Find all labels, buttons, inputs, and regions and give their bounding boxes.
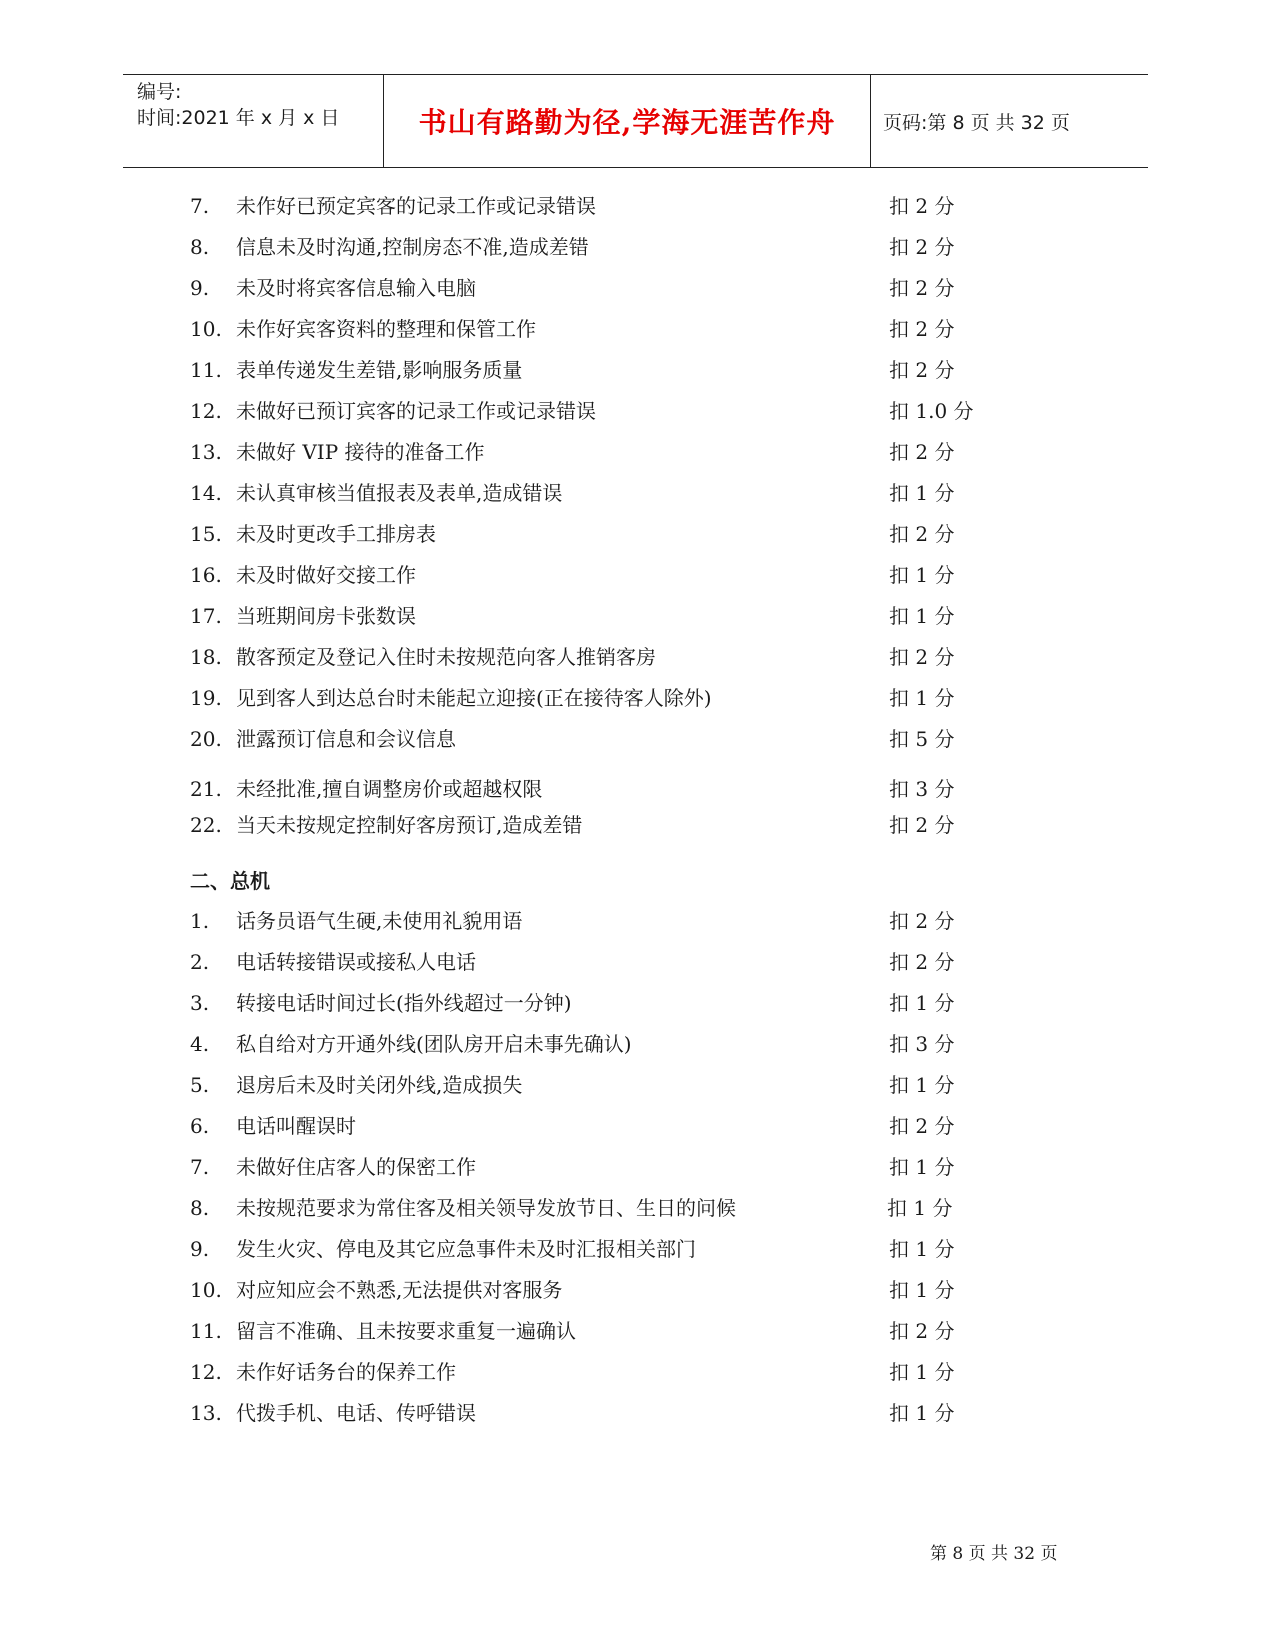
list-item — [0, 436, 1275, 468]
item-text: 代拨手机、电话、传呼错误 — [236, 1401, 476, 1425]
list-item — [0, 395, 1275, 427]
item-number: 4. — [190, 1032, 210, 1056]
list-item — [0, 1110, 1275, 1142]
item-text: 未作好宾客资料的整理和保管工作 — [236, 317, 536, 341]
list-item — [0, 190, 1275, 222]
item-deduction: 扣 2 分 — [889, 1319, 955, 1343]
item-number: 12. — [190, 399, 222, 423]
list-item — [0, 987, 1275, 1019]
item-deduction: 扣 2 分 — [889, 317, 955, 341]
item-deduction: 扣 1 分 — [889, 686, 955, 710]
list-item — [0, 1151, 1275, 1183]
item-deduction: 扣 2 分 — [889, 909, 955, 933]
list-item — [0, 354, 1275, 386]
item-text: 表单传递发生差错,影响服务质量 — [236, 358, 523, 382]
item-text: 电话转接错误或接私人电话 — [236, 950, 476, 974]
item-deduction: 扣 2 分 — [889, 813, 955, 837]
item-number: 1. — [190, 909, 210, 933]
item-deduction: 扣 3 分 — [889, 1032, 955, 1056]
item-deduction: 扣 2 分 — [889, 276, 955, 300]
item-number: 14. — [190, 481, 222, 505]
item-text: 未认真审核当值报表及表单,造成错误 — [236, 481, 563, 505]
page-footer: 第 8 页 共 32 页 — [930, 1544, 1058, 1564]
item-text: 私自给对方开通外线(团队房开启未事先确认) — [236, 1032, 632, 1056]
item-number: 3. — [190, 991, 210, 1015]
item-number: 22. — [190, 813, 222, 837]
item-deduction: 扣 1 分 — [889, 1237, 955, 1261]
item-text: 未及时更改手工排房表 — [236, 522, 436, 546]
item-text: 留言不准确、且未按要求重复一遍确认 — [236, 1319, 576, 1343]
item-deduction: 扣 1 分 — [889, 991, 955, 1015]
item-number: 13. — [190, 440, 222, 464]
item-text: 发生火灾、停电及其它应急事件未及时汇报相关部门 — [236, 1237, 696, 1261]
item-number: 8. — [190, 235, 210, 259]
item-text: 未按规范要求为常住客及相关领导发放节日、生日的问候 — [236, 1196, 736, 1220]
item-deduction: 扣 2 分 — [889, 1114, 955, 1138]
item-number: 12. — [190, 1360, 222, 1384]
item-deduction: 扣 2 分 — [889, 358, 955, 382]
item-text: 见到客人到达总台时未能起立迎接(正在接待客人除外) — [236, 686, 712, 710]
list-item — [0, 600, 1275, 632]
document-date-label: 时间:2021 年 x 月 x 日 — [137, 107, 340, 129]
item-number: 9. — [190, 276, 210, 300]
item-deduction: 扣 1 分 — [889, 1401, 955, 1425]
item-deduction: 扣 2 分 — [889, 194, 955, 218]
item-text: 未做好 VIP 接待的准备工作 — [236, 440, 485, 464]
item-text: 当班期间房卡张数误 — [236, 604, 416, 628]
list-item — [0, 313, 1275, 345]
list-item — [0, 518, 1275, 550]
item-number: 11. — [190, 1319, 222, 1343]
list-item — [0, 723, 1275, 755]
item-text: 未做好住店客人的保密工作 — [236, 1155, 476, 1179]
item-text: 话务员语气生硬,未使用礼貌用语 — [236, 909, 523, 933]
list-item — [0, 1397, 1275, 1429]
header-meta — [123, 75, 383, 167]
list-item — [0, 559, 1275, 591]
list-item — [0, 809, 1275, 841]
list-item — [0, 1356, 1275, 1388]
item-text: 当天未按规定控制好客房预订,造成差错 — [236, 813, 583, 837]
item-deduction: 扣 5 分 — [889, 727, 955, 751]
list-item — [0, 231, 1275, 263]
item-number: 11. — [190, 358, 222, 382]
item-text: 未及时将宾客信息输入电脑 — [236, 276, 476, 300]
item-number: 10. — [190, 1278, 222, 1302]
list-item — [0, 682, 1275, 714]
item-deduction: 扣 1 分 — [889, 563, 955, 587]
item-deduction: 扣 2 分 — [889, 235, 955, 259]
section-heading: 二、总机 — [190, 869, 270, 893]
item-number: 19. — [190, 686, 222, 710]
item-text: 对应知应会不熟悉,无法提供对客服务 — [236, 1278, 563, 1302]
item-number: 18. — [190, 645, 222, 669]
item-number: 7. — [190, 1155, 210, 1179]
list-item — [0, 1233, 1275, 1265]
item-text: 泄露预订信息和会议信息 — [236, 727, 456, 751]
item-deduction: 扣 1 分 — [889, 481, 955, 505]
item-text: 未作好话务台的保养工作 — [236, 1360, 456, 1384]
item-number: 7. — [190, 194, 210, 218]
item-number: 6. — [190, 1114, 210, 1138]
item-text: 信息未及时沟通,控制房态不准,造成差错 — [236, 235, 589, 259]
item-text: 退房后未及时关闭外线,造成损失 — [236, 1073, 523, 1097]
item-number: 21. — [190, 777, 222, 801]
list-item — [0, 1274, 1275, 1306]
item-deduction: 扣 2 分 — [889, 522, 955, 546]
item-text: 散客预定及登记入住时未按规范向客人推销客房 — [236, 645, 656, 669]
item-number: 20. — [190, 727, 222, 751]
header-page-number: 页码:第 8 页 共 32 页 — [883, 111, 1070, 134]
item-deduction: 扣 1 分 — [889, 1278, 955, 1302]
item-deduction: 扣 1 分 — [889, 604, 955, 628]
header-motto: 书山有路勤为径,学海无涯苦作舟 — [383, 75, 871, 167]
item-text: 转接电话时间过长(指外线超过一分钟) — [236, 991, 572, 1015]
item-deduction: 扣 2 分 — [889, 440, 955, 464]
item-number: 15. — [190, 522, 222, 546]
list-item — [0, 1069, 1275, 1101]
page-header — [123, 74, 1148, 168]
item-deduction: 扣 2 分 — [889, 950, 955, 974]
list-item — [0, 477, 1275, 509]
item-deduction: 扣 2 分 — [889, 645, 955, 669]
list-item — [0, 1192, 1275, 1224]
item-text: 未做好已预订宾客的记录工作或记录错误 — [236, 399, 596, 423]
item-number: 13. — [190, 1401, 222, 1425]
item-number: 9. — [190, 1237, 210, 1261]
item-text: 电话叫醒误时 — [236, 1114, 356, 1138]
item-text: 未经批准,擅自调整房价或超越权限 — [236, 777, 543, 801]
item-deduction: 扣 1 分 — [889, 1155, 955, 1179]
list-item — [0, 1028, 1275, 1060]
item-deduction: 扣 1 分 — [889, 1073, 955, 1097]
list-item — [0, 272, 1275, 304]
list-item — [0, 946, 1275, 978]
item-deduction: 扣 1 分 — [887, 1196, 953, 1220]
document-number-label: 编号: — [137, 81, 182, 103]
item-number: 8. — [190, 1196, 210, 1220]
list-item — [0, 773, 1275, 805]
list-item — [0, 905, 1275, 937]
item-number: 17. — [190, 604, 222, 628]
item-deduction: 扣 1.0 分 — [889, 399, 974, 423]
item-text: 未作好已预定宾客的记录工作或记录错误 — [236, 194, 596, 218]
item-number: 16. — [190, 563, 222, 587]
item-number: 5. — [190, 1073, 210, 1097]
item-number: 2. — [190, 950, 210, 974]
item-deduction: 扣 3 分 — [889, 777, 955, 801]
item-number: 10. — [190, 317, 222, 341]
item-deduction: 扣 1 分 — [889, 1360, 955, 1384]
list-item — [0, 1315, 1275, 1347]
list-item — [0, 641, 1275, 673]
item-text: 未及时做好交接工作 — [236, 563, 416, 587]
